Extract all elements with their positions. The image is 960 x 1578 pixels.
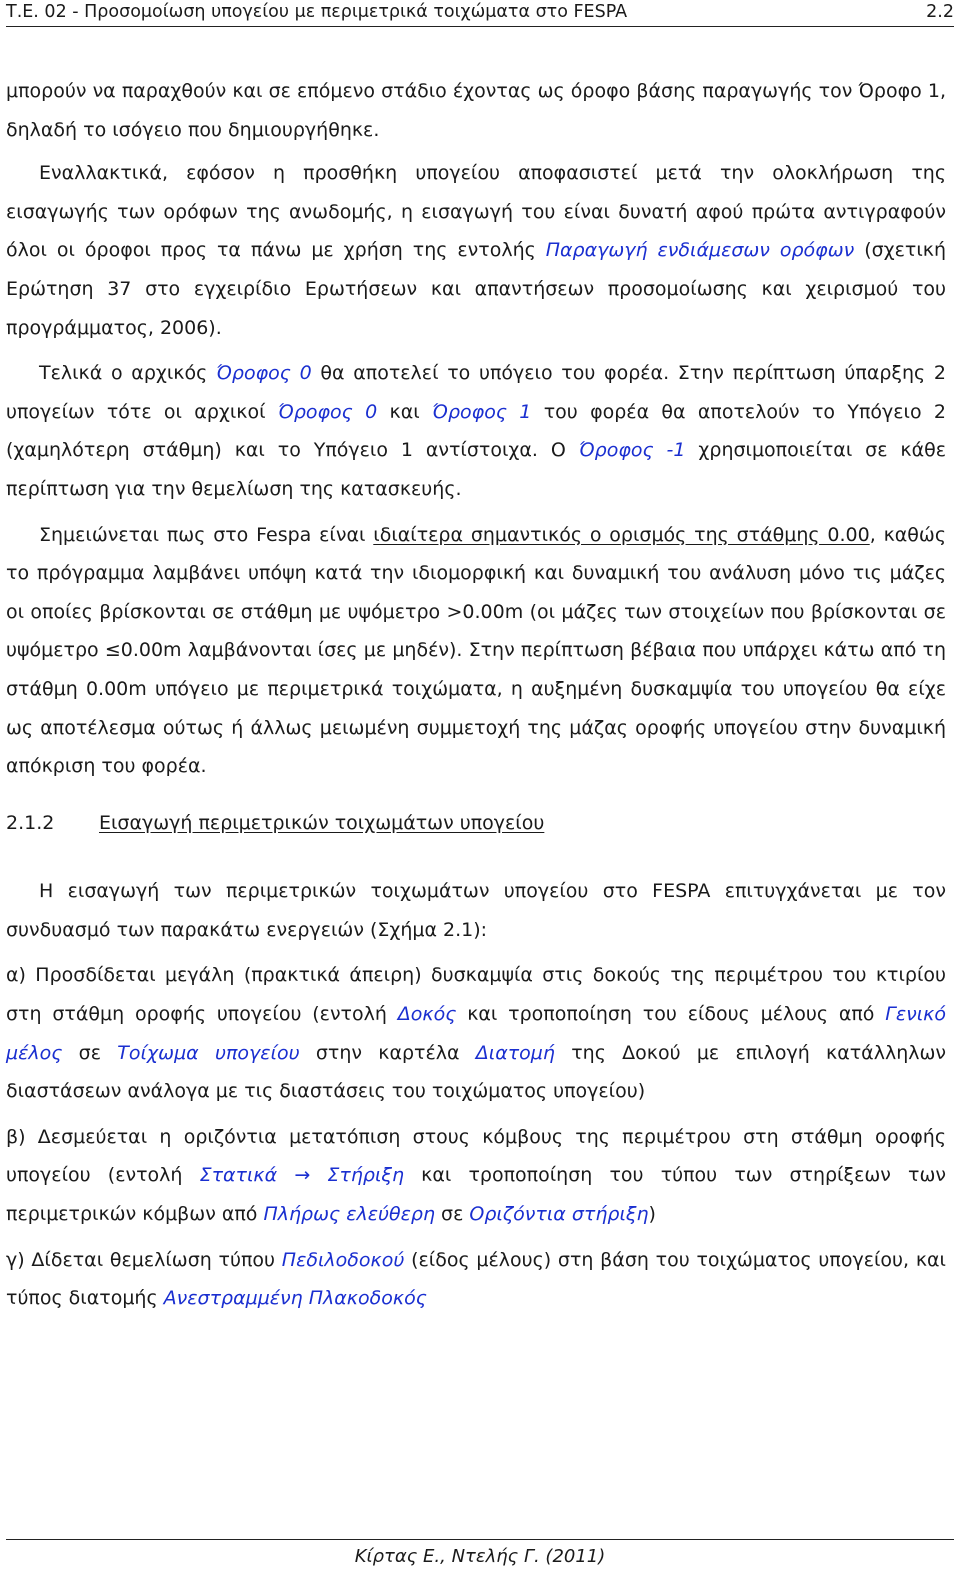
text-segment: σε: [62, 1041, 118, 1064]
paragraph-level-zero-note: [6, 516, 946, 786]
text-segment: α) Προσδίδεται μεγάλη (πρακτικά άπειρη) δυσκαμψία στις δοκούς της περιμέτρου του κτιρίου στη στάθμη οροφής υπογείου (εντολή: [6, 964, 946, 1026]
text-segment: σε: [435, 1203, 470, 1226]
list-item-a: [6, 956, 946, 1110]
text-segment: β) Δεσμεύεται η οριζόντια μετατόπιση στους κόμβους της περιμέτρου στη στάθμη οροφής υπογείου (εντολή: [6, 1125, 946, 1187]
section-heading: [6, 804, 946, 843]
option-reference: Πλήρως ελεύθερη: [263, 1203, 435, 1226]
text-segment: ): [648, 1203, 656, 1226]
text-segment: , καθώς το πρόγραμμα λαμβάνει υπόψη κατά την ιδιομορφική και δυναμική του ανάλυση μόνο τις μάζες οι οποίες βρίσκονται σε στάθμη με υψόμετρο >0.00m (οι μάζες των στοιχείων που βρίσκονται σε υψόμετρο ≤0.00m λαμβάνονται ίσες με μηδέν). Στην περίπτωση βέβαια που υπάρχει κάτω από τη στάθμη 0.00m υπόγειο με περιμετρικά τοιχώματα, η αυξημένη δυσκαμψία του υπογείου θα είχε ως αποτέλεσμα ούτως ή άλλως μειωμένη συμμετοχή της μάζας οροφής υπογείου στην δυναμική απόκριση του φορέα.: [6, 523, 946, 778]
section-number: 2.1.2: [6, 811, 55, 834]
text-segment: Τελικά ο αρχικός: [39, 362, 216, 385]
option-reference: Γενικό μέλος: [6, 1003, 946, 1064]
page-header: [6, 0, 954, 27]
text-segment: (είδος μέλους) στη βάση του τοιχώματος υπογείου, και τύπος διατομής: [6, 1248, 946, 1310]
section-title: Εισαγωγή περιμετρικών τοιχωμάτων υπογείου: [99, 811, 545, 834]
underlined-emphasis: ιδιαίτερα σημαντικός ο ορισμός της στάθμης 0.00: [373, 523, 870, 546]
page-number: 2.2: [926, 2, 954, 22]
paragraph-continuation: μπορούν να παραχθούν και σε επόμενο στάδιο έχοντας ως όροφο βάσης παραγωγής τον Όροφο 1, δηλαδή το ισόγειο που δημιουργήθηκε.: [6, 80, 946, 141]
text-segment: χρησιμοποιείται σε κάθε περίπτωση για την θεμελίωση της κατασκευής.: [6, 439, 946, 500]
text-segment: και: [377, 400, 433, 423]
text-segment: (σχετική Ερώτηση 37 στο εγχειρίδιο Ερωτήσεων και απαντήσεων προσομοίωσης και χειρισμού του προγράμματος, 2006).: [6, 239, 946, 339]
text-segment: θα αποτελεί το υπόγειο του φορέα. Στην περίπτωση ύπαρξης 2 υπογείων τότε οι αρχικοί: [6, 362, 946, 423]
option-reference: Οριζόντια στήριξη: [469, 1203, 649, 1226]
list-item-b: [6, 1118, 946, 1234]
page-footer: [6, 1539, 954, 1574]
option-reference: Τοίχωμα υπογείου: [117, 1041, 300, 1064]
document-title: Τ.Ε. 02 - Προσομοίωση υπογείου με περιμετρικά τοιχώματα στο FESPA: [6, 2, 628, 22]
floor-reference: Όροφος 0: [215, 362, 312, 385]
command-reference: Δοκός: [397, 1003, 457, 1026]
tab-reference: Διατομή: [475, 1041, 555, 1064]
paragraph-basement-floors: [6, 354, 946, 508]
option-reference: Ανεστραμμένη Πλακοδοκός: [163, 1287, 427, 1310]
option-reference: Πεδιλοδοκού: [281, 1248, 405, 1271]
floor-reference: Όροφος -1: [578, 439, 686, 462]
paragraph-alternative: [6, 154, 946, 347]
text-segment: του φορέα θα αποτελούν το Υπόγειο 2 (χαμηλότερη στάθμη) και το Υπόγειο 1 αντίστοιχα. Ο: [6, 400, 947, 462]
floor-reference: Όροφος 1: [432, 400, 532, 423]
text-segment: γ) Δίδεται θεμελίωση τύπου: [6, 1248, 282, 1271]
text-segment: της Δοκού με επιλογή κατάλληλων διαστάσεων ανάλογα με τις διαστάσεις του τοιχώματος υπογείου): [6, 1041, 947, 1103]
text-segment: Σημειώνεται πως στο Fespa είναι: [39, 523, 374, 546]
paragraph-intro: Η εισαγωγή των περιμετρικών τοιχωμάτων υπογείου στο FESPA επιτυγχάνεται με τον συνδυασμό των παρακάτω ενεργειών (Σχήμα 2.1):: [6, 880, 946, 941]
list-item-c: [6, 1241, 946, 1318]
page-body: [6, 72, 946, 1325]
command-reference: Στατικά → Στήριξη: [199, 1164, 405, 1187]
footer-authors: Κίρτας Ε., Ντελής Γ. (2011): [354, 1546, 606, 1567]
text-segment: Εναλλακτικά, εφόσον η προσθήκη υπογείου αποφασιστεί μετά την ολοκλήρωση της εισαγωγής των ορόφων της ανωδομής, η εισαγωγή του είναι δυνατή αφού πρώτα αντιγραφούν όλοι οι όροφοι προς τα πάνω με χρήση της εντολής: [6, 162, 946, 262]
floor-reference: Όροφος 0: [277, 400, 378, 423]
command-reference: Παραγωγή ενδιάμεσων ορόφων: [545, 239, 855, 262]
text-segment: στην καρτέλα: [299, 1041, 476, 1064]
text-segment: και τροποποίηση του τύπου των στηρίξεων των περιμετρικών κόμβων από: [6, 1164, 946, 1226]
text-segment: και τροποποίηση του είδους μέλους από: [456, 1003, 886, 1026]
